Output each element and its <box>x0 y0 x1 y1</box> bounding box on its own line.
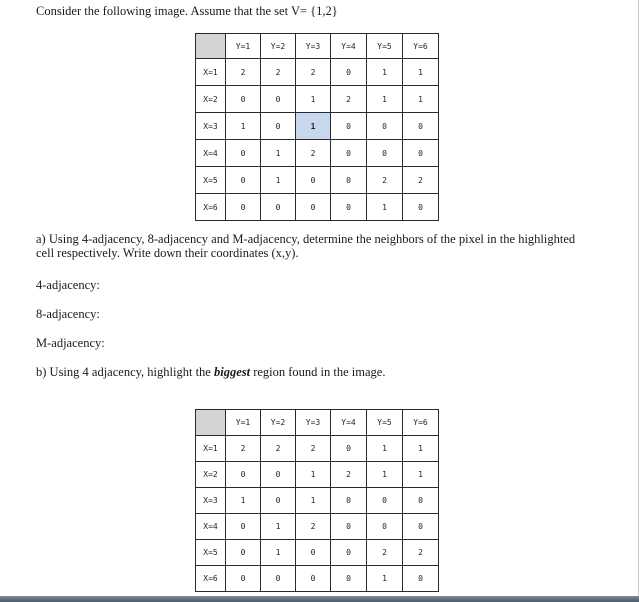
grid-row <box>196 436 439 462</box>
pixel-cell[interactable]: 0 <box>261 462 296 488</box>
pixel-cell: 0 <box>331 140 367 167</box>
pixel-cell: 0 <box>331 59 367 86</box>
pixel-cell[interactable]: 1 <box>403 436 439 462</box>
grid-header-row <box>196 410 439 436</box>
pixel-cell[interactable]: 0 <box>226 540 261 566</box>
pixel-cell[interactable]: 2 <box>226 436 261 462</box>
grid-corner-cell <box>196 34 226 59</box>
answer-label-m-adjacency: M-adjacency: <box>36 336 105 350</box>
pixel-cell: 2 <box>403 167 439 194</box>
pixel-cell: 1 <box>261 167 296 194</box>
pixel-cell: 2 <box>296 140 331 167</box>
pixel-cell[interactable]: 0 <box>261 566 296 592</box>
column-header: Y=2 <box>261 34 296 59</box>
column-header: Y=4 <box>331 34 367 59</box>
pixel-cell[interactable]: 2 <box>296 514 331 540</box>
pixel-cell: 1 <box>261 140 296 167</box>
pixel-cell[interactable]: 0 <box>403 566 439 592</box>
pixel-cell: 1 <box>403 86 439 113</box>
pixel-cell[interactable]: 0 <box>226 566 261 592</box>
pixel-cell[interactable]: 0 <box>331 566 367 592</box>
pixel-cell: 0 <box>296 194 331 221</box>
pixel-cell[interactable]: 2 <box>403 540 439 566</box>
pixel-cell[interactable]: 2 <box>331 462 367 488</box>
column-header: Y=6 <box>403 410 439 436</box>
pixel-cell[interactable]: 0 <box>403 488 439 514</box>
row-header: X=3 <box>196 488 226 514</box>
pixel-cell[interactable]: 1 <box>403 462 439 488</box>
pixel-grid-top <box>195 33 439 221</box>
window-bottom-edge <box>0 596 639 602</box>
pixel-cell: 1 <box>226 113 261 140</box>
pixel-cell[interactable]: 0 <box>226 514 261 540</box>
grid-row <box>196 566 439 592</box>
answer-label-4-adjacency: 4-adjacency: <box>36 278 100 292</box>
grid-row <box>196 462 439 488</box>
pixel-cell: 0 <box>226 167 261 194</box>
row-header: X=5 <box>196 540 226 566</box>
pixel-cell[interactable]: 0 <box>403 514 439 540</box>
pixel-cell: 0 <box>403 113 439 140</box>
pixel-cell: 0 <box>296 167 331 194</box>
grid-row <box>196 140 439 167</box>
pixel-grid-bottom[interactable] <box>195 409 439 592</box>
pixel-cell: 1 <box>367 194 403 221</box>
row-header: X=4 <box>196 514 226 540</box>
pixel-cell[interactable]: 1 <box>226 488 261 514</box>
pixel-cell[interactable]: 2 <box>296 436 331 462</box>
column-header: Y=3 <box>296 34 331 59</box>
pixel-cell: 0 <box>331 194 367 221</box>
part-b-prefix: b) Using 4 adjacency, highlight the <box>36 365 214 379</box>
pixel-cell[interactable]: 0 <box>331 436 367 462</box>
column-header: Y=6 <box>403 34 439 59</box>
pixel-cell: 0 <box>261 86 296 113</box>
part-b-question <box>36 365 385 379</box>
grid-row <box>196 194 439 221</box>
pixel-cell: 2 <box>261 59 296 86</box>
question-intro: Consider the following image. Assume that the set V= {1,2} <box>36 4 338 18</box>
part-b-emphasis: biggest <box>213 365 251 379</box>
column-header: Y=2 <box>261 410 296 436</box>
grid-row <box>196 59 439 86</box>
pixel-cell[interactable]: 0 <box>331 488 367 514</box>
pixel-cell[interactable]: 1 <box>296 462 331 488</box>
pixel-cell: 0 <box>367 113 403 140</box>
pixel-cell: 0 <box>261 194 296 221</box>
row-header: X=3 <box>196 113 226 140</box>
highlighted-pixel-cell: 1 <box>296 113 331 140</box>
pixel-cell: 0 <box>226 140 261 167</box>
pixel-cell[interactable]: 2 <box>261 436 296 462</box>
answer-label-8-adjacency: 8-adjacency: <box>36 307 100 321</box>
part-a-line-1: a) Using 4-adjacency, 8-adjacency and M-adjacency, determine the neighbors of the pixel in the highlighted <box>36 232 576 246</box>
pixel-cell[interactable]: 1 <box>367 436 403 462</box>
pixel-cell[interactable]: 0 <box>226 462 261 488</box>
pixel-cell[interactable]: 1 <box>261 514 296 540</box>
pixel-cell: 0 <box>226 86 261 113</box>
row-header: X=5 <box>196 167 226 194</box>
pixel-cell[interactable]: 0 <box>296 540 331 566</box>
pixel-cell[interactable]: 1 <box>367 566 403 592</box>
pixel-cell: 0 <box>226 194 261 221</box>
pixel-cell[interactable]: 0 <box>331 514 367 540</box>
pixel-cell: 1 <box>403 59 439 86</box>
pixel-cell[interactable]: 0 <box>367 488 403 514</box>
pixel-cell: 2 <box>226 59 261 86</box>
row-header: X=1 <box>196 436 226 462</box>
row-header: X=4 <box>196 140 226 167</box>
grid-row <box>196 86 439 113</box>
pixel-cell: 0 <box>367 140 403 167</box>
column-header: Y=1 <box>226 34 261 59</box>
part-a-line-2: cell respectively. Write down their coordinates (x,y). <box>36 246 299 260</box>
pixel-cell: 0 <box>331 167 367 194</box>
row-header: X=2 <box>196 462 226 488</box>
row-header: X=6 <box>196 194 226 221</box>
column-header: Y=5 <box>367 34 403 59</box>
part-b-suffix: region found in the image. <box>250 365 386 379</box>
pixel-cell: 2 <box>296 59 331 86</box>
pixel-cell: 0 <box>261 113 296 140</box>
row-header: X=6 <box>196 566 226 592</box>
grid-row <box>196 113 439 140</box>
pixel-cell[interactable]: 0 <box>367 514 403 540</box>
pixel-cell[interactable]: 0 <box>331 540 367 566</box>
column-header: Y=4 <box>331 410 367 436</box>
column-header: Y=3 <box>296 410 331 436</box>
pixel-cell: 0 <box>403 140 439 167</box>
pixel-cell: 1 <box>367 59 403 86</box>
pixel-cell[interactable]: 2 <box>367 540 403 566</box>
column-header: Y=1 <box>226 410 261 436</box>
pixel-cell: 1 <box>296 86 331 113</box>
grid-row <box>196 488 439 514</box>
grid-row <box>196 167 439 194</box>
grid-header-row <box>196 34 439 59</box>
pixel-cell[interactable]: 0 <box>261 488 296 514</box>
row-header: X=2 <box>196 86 226 113</box>
pixel-cell[interactable]: 1 <box>261 540 296 566</box>
row-header: X=1 <box>196 59 226 86</box>
pixel-cell: 2 <box>367 167 403 194</box>
pixel-cell: 2 <box>331 86 367 113</box>
grid-corner-cell <box>196 410 226 436</box>
pixel-cell[interactable]: 1 <box>367 462 403 488</box>
pixel-cell: 0 <box>403 194 439 221</box>
grid-row <box>196 540 439 566</box>
pixel-cell[interactable]: 0 <box>296 566 331 592</box>
pixel-cell: 1 <box>367 86 403 113</box>
column-header: Y=5 <box>367 410 403 436</box>
grid-row <box>196 514 439 540</box>
pixel-cell[interactable]: 1 <box>296 488 331 514</box>
pixel-cell: 0 <box>331 113 367 140</box>
